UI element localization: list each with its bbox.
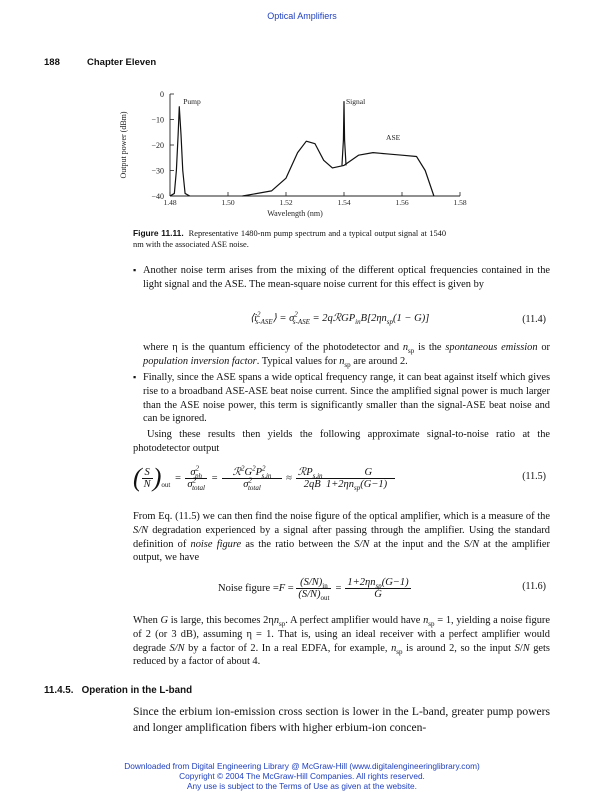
page-number: 188 [44,57,60,68]
nsp-n: n [402,342,409,353]
section-heading [44,685,192,696]
equation-11-6-number: (11.6) [522,581,546,592]
term-spontaneous-emission: spontaneous emission [445,342,538,353]
x-tick-label: 1.54 [337,198,351,207]
bullet-list-2 [133,371,550,426]
y-axis-label: Output power (dBm) [119,111,128,179]
when-text-g: gets reduced by a factor of about 4. [133,642,550,668]
series-pump-line [170,107,190,196]
figure-label: Figure 11.11. [133,228,184,238]
x-tick-label: 1.50 [221,198,235,207]
fromeq-text-d: at the input and the [369,538,464,550]
y-tick-label: −20 [151,141,164,150]
y-tick-label: −30 [151,166,164,176]
where-paragraph: where η is the quantum efficiency of the photodetector and $n_{sp}$ is the spontaneous emission or population inversion factor. Typical values for $n_{sp}$ are around 2. [143,342,551,369]
fromeq-text-a: From Eq. (11.5) we can then find the noise figure of the optical amplifier, which is a measure of the [133,511,550,522]
footer [0,762,604,791]
when-text-b: is large, this becomes 2η [168,615,274,626]
equation-11-4: $⟨i^2_{s-ASE}⟩ = \sigma^2_{s-ASE}$ = $2qℛGP_{in}B[2\eta n_{sp}(1 - G)]$ (11.4) [250,310,546,327]
section-text: Since the erbium ion-emission cross section is lower in the L-band, greater pump powers and longer amplification fibers with higher erbium-ion concen- [133,705,550,734]
chapter-title: Chapter Eleven [87,57,157,68]
chart-ticks [119,90,467,218]
section-number: 11.4.5. [44,685,74,696]
when-text-c: . A perfect amplifier would have [285,615,424,626]
bullet-list-1 [133,264,550,292]
y-tick-label: −10 [151,115,164,125]
series-signal-line [342,102,346,166]
when-sn: S/N [169,642,185,654]
when-text-d: = 1, yielding a noise figure of 2 (or 3 dB), assuming η = 1. That is, using an ideal receiver with a perfect amplifier would degrade [133,615,550,654]
x-tick-label: 1.52 [279,198,293,207]
chart-plot-area [170,102,434,196]
equation-11-5-number: (11.5) [522,471,546,482]
footer-terms: Any use is subject to the Terms of Use as given at the website. [187,780,417,791]
fromeq-text-c: as the ratio between the [241,538,355,550]
figure-caption-text: Representative 1480-nm pump spectrum and a typical output signal at 1540 nm with the associated ASE noise. [133,229,447,249]
footer-download-link[interactable]: Downloaded from Digital Engineering Library @ McGraw-Hill (www.digitalengineeringlibrary.com) [124,761,480,771]
y-tick-label: −40 [151,192,164,201]
when-text-f: is around 2, so the input [402,642,515,654]
when-text-a: When [133,615,161,626]
section-paragraph [133,704,550,735]
sn-1: S/N [133,524,149,536]
series-ase-line [243,141,434,196]
nsp-sub: sp [408,347,415,356]
fromeq-paragraph [133,510,550,565]
using-text: Using these results then yields the following approximate signal-to-noise ratio at the photodetector output [133,429,550,454]
fromeq-text-b: degradation experienced by a signal after passing through the amplifier. Using the standard definition of [133,524,550,550]
chart-annotations [183,97,400,142]
annotation-signal: Signal [346,97,366,107]
fromeq-text-e: at the amplifier output, we have [133,538,550,564]
x-tick-label: 1.48 [163,198,177,207]
where-text-d: or [537,342,551,353]
bullet-ase-mixing-text: Another noise term arises from the mixing of the different optical frequencies contained in the light signal and the ASE. The mean-square noise current for this effect is given by [143,265,550,290]
annotation-ase: ASE [386,132,401,142]
sn-3: S/N [463,538,479,550]
x-tick-label: 1.58 [453,198,467,207]
bullet-ase-ase-text: Finally, since the ASE spans a wide optical frequency range, it can beat against itself which gives rise to a broadband ASE-ASE beat noise current. Since the amplified signal power is much larger than the ASE noise power, this term is significantly smaller than the signal-ASE beat noise and can be ignored. [143,372,550,425]
sn-2: S/N [354,538,370,550]
footer-copyright: Copyright © 2004 The McGraw-Hill Companies. All rights reserved. [179,770,425,781]
noise-figure-label: Noise figure = [218,582,279,594]
when-paragraph: When G is large, this becomes $2\eta n_{sp}$. A perfect amplifier would have $n_{sp} = 1$, yielding a noise figure of 2 (or 3 dB), assuming η = 1. That is, using an ideal receiver with a perfect amplifier would degrade S/N by a factor of 2. In a real EDFA, for example, $n_{sp}$ is around 2, so the input S/N gets reduced by a factor of about 4. [133,615,550,668]
equation-11-6: Noise figure = F = $\frac{(S/N)_{in}}{(S/N)_{out}}$ = $\frac{1+2\eta n_{sp}(G-1)}{G}$ (11.6) [218,576,546,602]
where-text-g: are around 2. [350,355,408,367]
equation-11-4-number: (11.4) [522,314,546,325]
running-head: Optical Amplifiers [267,11,337,21]
term-noise-figure: noise figure [190,538,242,550]
annotation-pump: Pump [183,97,201,107]
when-G: G [160,615,169,626]
using-paragraph [133,428,550,456]
where-text-f: . Typical values for [256,355,340,367]
y-tick-label: 0 [160,90,164,99]
bullet-ase-mixing [133,264,550,292]
when-text-e: by a factor of 2. In a real EDFA, for example, [184,642,392,654]
figure-caption [133,228,446,250]
term-population-inversion: population inversion factor [143,355,257,367]
x-tick-label: 1.56 [395,198,409,207]
figure-chart [100,84,480,228]
section-title: Operation in the L-band [81,685,193,696]
where-text-a: where η is the quantum efficiency of the photodetector and [143,342,403,353]
where-text-b: is the [414,342,446,353]
equation-11-5: ( $\frac{S}{N}$ ) out = $\frac{\sigma^2_{ph}}{\sigma^2_{total}}$ = $\frac{ℛ^2G^2P^2_{s,in}}{\sigma^2_{total}}$ ≈ $\frac{ℛP_{s,in} G}{2qB 1+2\eta n_{sp}(G-1)}$ (11.5) [133,463,546,493]
x-axis-label: Wavelength (nm) [267,209,323,218]
bullet-ase-ase [133,371,550,426]
